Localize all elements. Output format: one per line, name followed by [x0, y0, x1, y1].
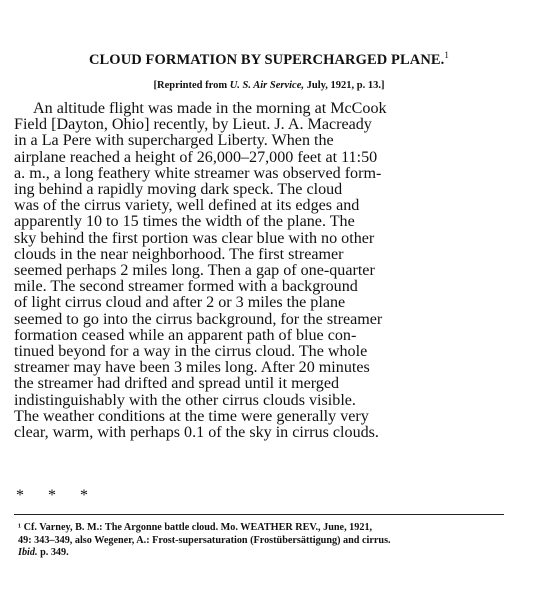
footnote-ibid: Ibid.: [18, 547, 38, 559]
body-line: in a La Pere with supercharged Liberty. When the: [14, 132, 334, 150]
body-line: of light cirrus cloud and after 2 or 3 miles the plane: [14, 294, 346, 312]
body-line: mile. The second streamer formed with a background: [14, 278, 358, 296]
reprint-suffix: July, 1921, p. 13.]: [306, 80, 385, 91]
footnote: [18, 522, 512, 560]
body-line: sky behind the first portion was clear blue with no other: [14, 229, 375, 247]
body-line: streamer may have been 3 miles long. After 20 minutes: [14, 359, 370, 377]
reprint-note: [14, 80, 524, 91]
body-line: tinued beyond for a way in the cirrus cloud. The whole: [14, 343, 368, 361]
section-stars: * * *: [16, 487, 98, 504]
body-line: airplane reached a height of 26,000–27,000 feet at 11:50: [14, 148, 378, 166]
body-line: seemed perhaps 2 miles long. Then a gap of one-quarter: [14, 262, 375, 280]
body-line: indistinguishably with the other cirrus clouds visible.: [14, 391, 356, 409]
body-line: clouds in the near neighborhood. The first streamer: [14, 245, 344, 263]
body-line: clear, warm, with perhaps 0.1 of the sky in cirrus clouds.: [14, 424, 379, 442]
reprint-prefix: [Reprinted from: [153, 80, 228, 91]
title-footnote-marker: 1: [444, 50, 450, 60]
body-line: Field [Dayton, Ohio] recently, by Lieut. J. A. Macready: [14, 116, 372, 134]
body-line: a. m., a long feathery white streamer was observed form-: [14, 164, 382, 182]
footnote-line-1: ¹ Cf. Varney, B. M.: The Argonne battle cloud. Mo. WEATHER REV., June, 1921,: [18, 522, 373, 533]
body-line: the streamer had drifted and spread until it merged: [14, 375, 340, 393]
body-line: ing behind a rapidly moving dark speck. The cloud: [14, 181, 343, 199]
body-line: apparently 10 to 15 times the width of the plane. The: [14, 213, 355, 231]
body-line: formation ceased while an apparent path of blue con-: [14, 326, 357, 344]
body-line: The weather conditions at the time were generally very: [14, 407, 369, 425]
article-title-text: CLOUD FORMATION BY SUPERCHARGED PLANE.: [88, 51, 445, 68]
article-title: [14, 50, 524, 69]
body-line: An altitude flight was made in the morning at McCook: [33, 100, 387, 117]
body-line: seemed to go into the cirrus background, for the streamer: [14, 310, 383, 328]
reprint-source: U. S. Air Service,: [229, 80, 304, 91]
body-line: was of the cirrus variety, well defined at its edges and: [14, 197, 360, 215]
article-body: [14, 101, 504, 441]
footnote-line-3: [18, 547, 512, 560]
footnote-rule: [14, 514, 504, 515]
footnote-page: p. 349.: [37, 547, 69, 559]
footnote-line-2: 49: 343–349, also Wegener, A.: Frost-supersaturation (Frostübersättigung) and cirrus.: [18, 534, 391, 546]
